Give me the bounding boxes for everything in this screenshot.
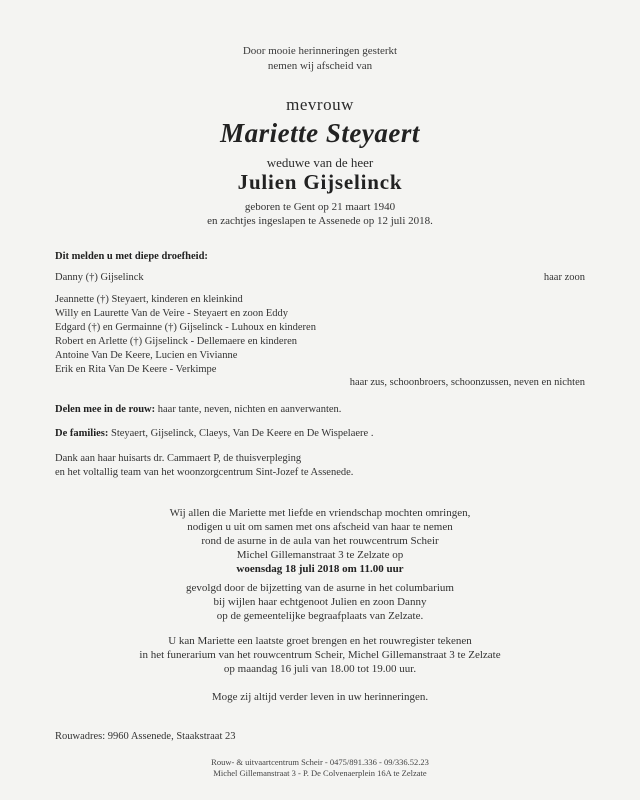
announcement-heading: Dit melden u met diepe droefheid: <box>55 251 208 262</box>
invitation-line-1: Wij allen die Mariette met liefde en vriendschap mochten omringen, <box>169 507 471 519</box>
son-relation: haar zoon <box>543 272 585 283</box>
funeral-home-footer <box>0 757 640 779</box>
visit-line-1: U kan Mariette een laatste groet brengen en het rouwregister tekenen <box>168 635 472 647</box>
closing-text: Moge zij altijd verder leven in uw herinneringen. <box>211 691 429 703</box>
thanks-text <box>55 452 353 480</box>
burial-line-3: op de gemeentelijke begraafplaats van Zelzate. <box>216 610 424 622</box>
families-line <box>55 428 373 439</box>
burial-text <box>0 581 640 623</box>
husband-name: Julien Gijselinck <box>237 170 403 194</box>
mourning-line <box>55 404 341 415</box>
son-name: Danny (†) Gijselinck <box>55 272 144 283</box>
invitation-text <box>0 506 640 576</box>
sibling-line: Jeannette (†) Steyaert, kinderen en kleinkind <box>55 294 243 305</box>
thanks-line-1: Dank aan haar huisarts dr. Cammaert P, de thuisverpleging <box>55 453 302 464</box>
burial-line-1: gevolgd door de bijzetting van de asurne in het columbarium <box>186 582 454 594</box>
deceased-title: mevrouw <box>286 95 354 114</box>
birth-death-info <box>0 200 640 228</box>
death-line: en zachtjes ingeslapen te Assenede op 12 juli 2018. <box>207 215 433 227</box>
widow-of-label: weduwe van de heer <box>266 155 374 170</box>
sibling-line: Erik en Rita Van De Keere - Verkimpe <box>55 364 217 375</box>
mourning-text: haar tante, neven, nichten en aanverwanten. <box>157 404 342 415</box>
invitation-line-2: nodigen u uit om samen met ons afscheid van haar te nemen <box>187 521 453 533</box>
deceased-name: Mariette Steyaert <box>220 118 420 148</box>
families-text: Steyaert, Gijselinck, Claeys, Van De Keere en De Wispelaere . <box>110 428 374 439</box>
visit-text <box>0 634 640 676</box>
ceremony-date: woensdag 18 juli 2018 om 11.00 uur <box>236 563 404 575</box>
mourning-label: Delen mee in de rouw: <box>55 404 156 415</box>
intro-line-1: Door mooie herinneringen gesterkt <box>242 45 398 57</box>
burial-line-2: bij wijlen haar echtgenoot Julien en zoon Danny <box>213 596 427 608</box>
footer-line-2: Michel Gillemanstraat 3 - P. De Colvenaerplein 16A te Zelzate <box>213 768 427 778</box>
siblings-list <box>55 293 316 377</box>
invitation-line-3: rond de asurne in de aula van het rouwcentrum Scheir <box>201 535 439 547</box>
thanks-line-2: en het voltallig team van het woonzorgcentrum Sint-Jozef te Assenede. <box>55 467 354 478</box>
mourning-address: Rouwadres: 9960 Assenede, Staakstraat 23 <box>55 731 236 742</box>
families-label: De families: <box>55 428 109 439</box>
visit-line-2: in het funerarium van het rouwcentrum Scheir, Michel Gillemanstraat 3 te Zelzate <box>139 649 501 661</box>
sibling-line: Antoine Van De Keere, Lucien en Vivianne <box>55 350 238 361</box>
invitation-line-4: Michel Gillemanstraat 3 te Zelzate op <box>236 549 404 561</box>
birth-line: geboren te Gent op 21 maart 1940 <box>244 201 396 213</box>
visit-line-3: op maandag 16 juli van 18.00 tot 19.00 uur. <box>223 663 417 675</box>
footer-line-1: Rouw- & uitvaartcentrum Scheir - 0475/891.336 - 09/336.52.23 <box>211 757 429 767</box>
sibling-line: Robert en Arlette (†) Gijselinck - Dellemaere en kinderen <box>55 336 297 347</box>
intro-line-2: nemen wij afscheid van <box>267 60 373 72</box>
siblings-relation: haar zus, schoonbroers, schoonzussen, neven en nichten <box>349 377 585 388</box>
sibling-line: Edgard (†) en Germainne (†) Gijselinck - Luhoux en kinderen <box>55 322 316 333</box>
sibling-line: Willy en Laurette Van de Veire - Steyaert en zoon Eddy <box>55 308 289 319</box>
intro-text <box>0 44 640 74</box>
